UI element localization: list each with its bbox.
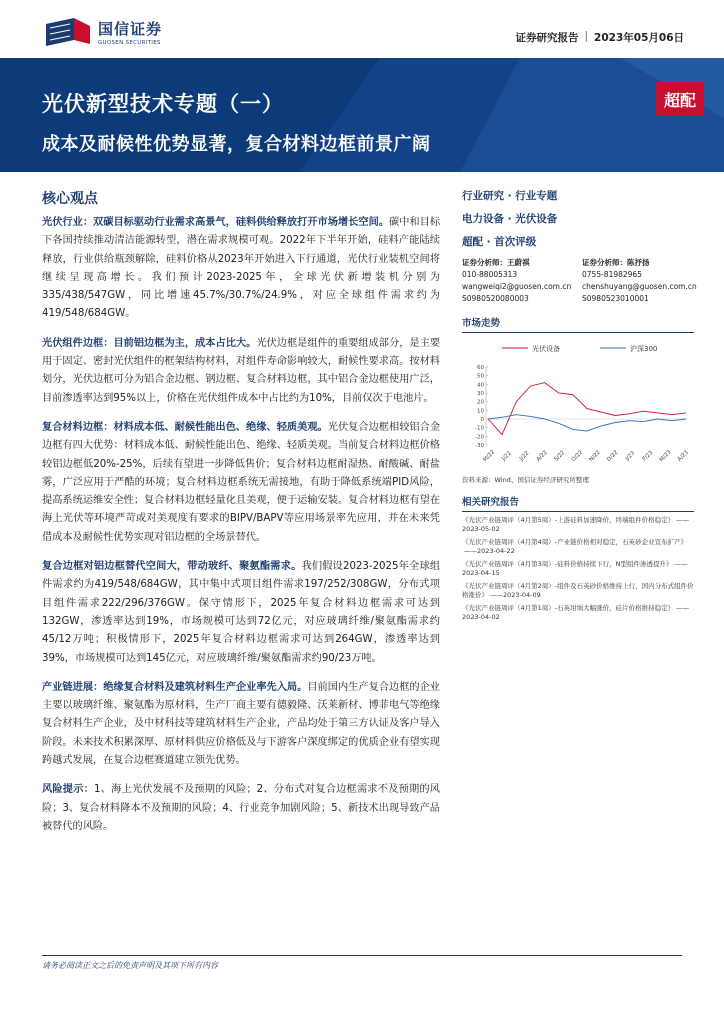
x-tick-label: S/22 <box>553 449 567 463</box>
analyst-cert: S0980520080003 <box>462 294 529 303</box>
legend-label: 沪深300 <box>630 345 658 353</box>
company-name-en: GUOSEN SECURITIES <box>98 40 161 46</box>
report-link[interactable]: 《光伏产业链周评（4月第4周）-产业链价格相对稳定，石英砂企业宣布扩产》——2023-04-22 <box>462 538 688 555</box>
related-reports-title: 相关研究报告 <box>462 494 694 512</box>
analyst-phone: 0755-81982965 <box>582 270 642 279</box>
report-type: 证券研究报告 <box>515 32 579 44</box>
rating-tag: 超配 · 首次评级 <box>462 236 537 248</box>
paragraph-pv-industry: 光伏行业：双碳目标驱动行业需求高景气，硅料供给释放打开市场增长空间。碳中和目标下各国持续推动清洁能源转型，潜在需求规模可观。2022年下半年开始，硅料产能陆续释放，行业供给瓶颈解除，硅料价格从2023年开始进入下行通道，光伏行业装机空间将继续呈现高增长。我们预计2023-2025年，全球光伏新增装机分别为335/438/547GW，同比增速45.7%/30.7%/24.9%，对应全球组件需求约为419/548/684GW。 <box>42 217 441 320</box>
market-trend-title: 市场走势 <box>462 315 694 333</box>
report-link[interactable]: 《光伏产业链周评（4月第2周）-组件及石英砂价格维持上行，国内分布式组件价格涨价》 ——2023-04-09 <box>462 582 694 599</box>
analyst-email[interactable]: chenshuyang@guosen.com.cn <box>582 282 697 291</box>
y-tick-label: -30 <box>475 443 484 449</box>
report-link[interactable]: 《光伏产业链周评（4月第5周）-上游硅料加速降价，终端组件价格稳定》 ——2023-05-02 <box>462 516 690 533</box>
logo-icon <box>44 18 92 46</box>
report-title: 光伏新型技术专题（一） <box>42 92 284 116</box>
analyst-cert: S0980523010001 <box>582 294 649 303</box>
analyst-card <box>582 257 697 305</box>
page-header <box>0 0 724 58</box>
x-tick-label: J/23 <box>624 450 637 463</box>
analyst-list <box>462 257 697 305</box>
paragraph-module-frame: 光伏组件边框：目前铝边框为主，成本占比大。光伏边框是组件的重要组成部分，是主要用于固定、密封光伏组件的框架结构材料，对组件寿命影响较大，耐候性要求高。按材料划分，光伏边框可分为铝合金边框、钢边框、复合材料边框，其中铝合金边框使用广泛，目前渗透率达到95%以上，价格在光伏组件成本中占比约为10%，目前仅次于电池片。 <box>42 337 441 404</box>
analyst-email[interactable]: wangweiqi2@guosen.com.cn <box>462 282 572 291</box>
report-date: 2023年05月06日 <box>594 32 684 44</box>
y-tick-label: -10 <box>475 425 484 432</box>
title-banner <box>0 58 724 172</box>
x-tick-label: M/22 <box>482 449 497 464</box>
x-tick-label: J/22 <box>518 450 531 463</box>
x-tick-label: J/22 <box>501 450 513 463</box>
legend-label: 光伏设备 <box>532 345 560 353</box>
related-reports <box>462 516 694 622</box>
analyst-card <box>462 257 572 305</box>
x-tick-label: A/22 <box>535 449 549 463</box>
paragraph-composite-frame: 复合材料边框：材料成本低、耐候性能出色、绝缘、轻质美观。光伏复合边框相较铝合金边框有四大优势：材料成本低、耐候性能出色、绝缘、轻质美观。当前复合材料边框价格较铝边框低20%-25%，后续有望进一步降低售价；复合材料边框耐湿热、耐酸碱、耐盐雾，广泛应用于严酷的环境；复合材料边框系统无需接地，有助于降低系统端PID风险，提高系统运维安全性；复合材料边框轻量化且美观，便于运输安装。复合材料边框有望在海上光伏等环境严苛或对美观度有要求的BIPV/BAPV等应用场景率先应用，并在未来凭借成本及耐候性优势实现对铝边框的全场景替代。 <box>42 421 441 543</box>
series-line-1 <box>488 415 686 431</box>
y-tick-label: 30 <box>477 391 484 397</box>
x-tick-label: F/23 <box>641 449 655 463</box>
analyst-name: 证券分析师：王蔚祺 <box>462 258 530 267</box>
company-name-cn: 国信证券 <box>98 20 163 38</box>
rating-badge: 超配 <box>656 82 704 116</box>
sector-tag: 电力设备 · 光伏设备 <box>462 213 558 225</box>
y-tick-label: 50 <box>477 373 484 380</box>
core-views-title: 核心观点 <box>42 191 98 207</box>
series-line-0 <box>488 383 686 435</box>
chart-svg <box>462 337 694 471</box>
y-tick-label: 60 <box>477 365 484 371</box>
sidebar <box>462 188 697 626</box>
paragraph-risk: 风险提示：1、海上光伏发展不及预期的风险；2、分布式对复合边框需求不及预期的风险；3、复合材料降本不及预期的风险；4、行业竞争加剧风险；5、新技术出现导致产品被替代的风险。 <box>42 784 440 832</box>
x-tick-label: N/22 <box>588 449 602 463</box>
x-tick-label: D/22 <box>605 449 620 464</box>
company-logo <box>44 18 162 46</box>
paragraph-industry-chain: 产业链进展：绝缘复合材料及建筑材料生产企业率先入局。目前国内生产复合边框的企业主要以玻璃纤维、聚氨酯为原材料，生产厂商主要有德毅隆、沃莱新材、博菲电气等绝缘复合材料生产企业，及中材科技等建筑材料生产企业，产品均处于第三方认证及客户导入阶段。未来技术积累深厚、原材料供应价格低及与下游客户深度绑定的优质企业有望实现跨越式发展，在复合边框赛道建立领先优势。 <box>42 681 440 767</box>
y-tick-label: -20 <box>475 434 484 441</box>
chart-source: 资料来源：Wind、国信证券经济研究所整理 <box>462 476 589 484</box>
header-divider: | <box>584 30 589 42</box>
y-tick-label: 10 <box>477 408 484 415</box>
y-tick-label: 20 <box>477 399 484 406</box>
footer-disclaimer: 请务必阅读正文之后的免责声明及其项下所有内容 <box>42 961 218 970</box>
paragraph-substitution: 复合边框对铝边框替代空间大，带动玻纤、聚氨酯需求。我们假设2023-2025年全球组件需求约为419/548/684GW，其中集中式项目组件需求197/252/308GW，分布式项目组件需求222/296/376GW。保守情形下，2025年复合材料边框需求可达到132GW，渗透率达到19%，市场规模可达到72亿元，对应玻璃纤维/聚氨酯需求约45/12万吨；积极情形下，2025年复合材料边框需求可达到264GW，渗透率达到39%，市场规模可达到145亿元，对应玻璃纤维/聚氨酯需求约90/23万吨。 <box>42 561 441 664</box>
market-trend-chart <box>462 337 694 471</box>
y-tick-label: 0 <box>480 417 484 423</box>
footer-divider <box>42 955 682 956</box>
report-subtitle: 成本及耐候性优势显著，复合材料边框前景广阔 <box>42 134 431 155</box>
x-tick-label: A/23 <box>676 449 690 463</box>
analyst-phone: 010-88005313 <box>462 270 518 279</box>
x-tick-label: M/23 <box>658 449 673 464</box>
x-tick-label: O/22 <box>570 449 585 464</box>
industry-tag: 行业研究 · 行业专题 <box>462 190 558 202</box>
core-views <box>42 188 440 847</box>
report-link[interactable]: 《光伏产业链周评（4月第1周）-石英坩埚大幅涨价，硅片价格维持稳定》 ——2023-04-02 <box>462 604 690 621</box>
report-link[interactable]: 《光伏产业链周评（4月第3周）-硅料价格持续下行，N型组件渗透提升》 ——2023-04-15 <box>462 560 688 577</box>
y-tick-label: 40 <box>477 382 484 389</box>
analyst-name: 证券分析师：陈抒扬 <box>582 258 650 267</box>
